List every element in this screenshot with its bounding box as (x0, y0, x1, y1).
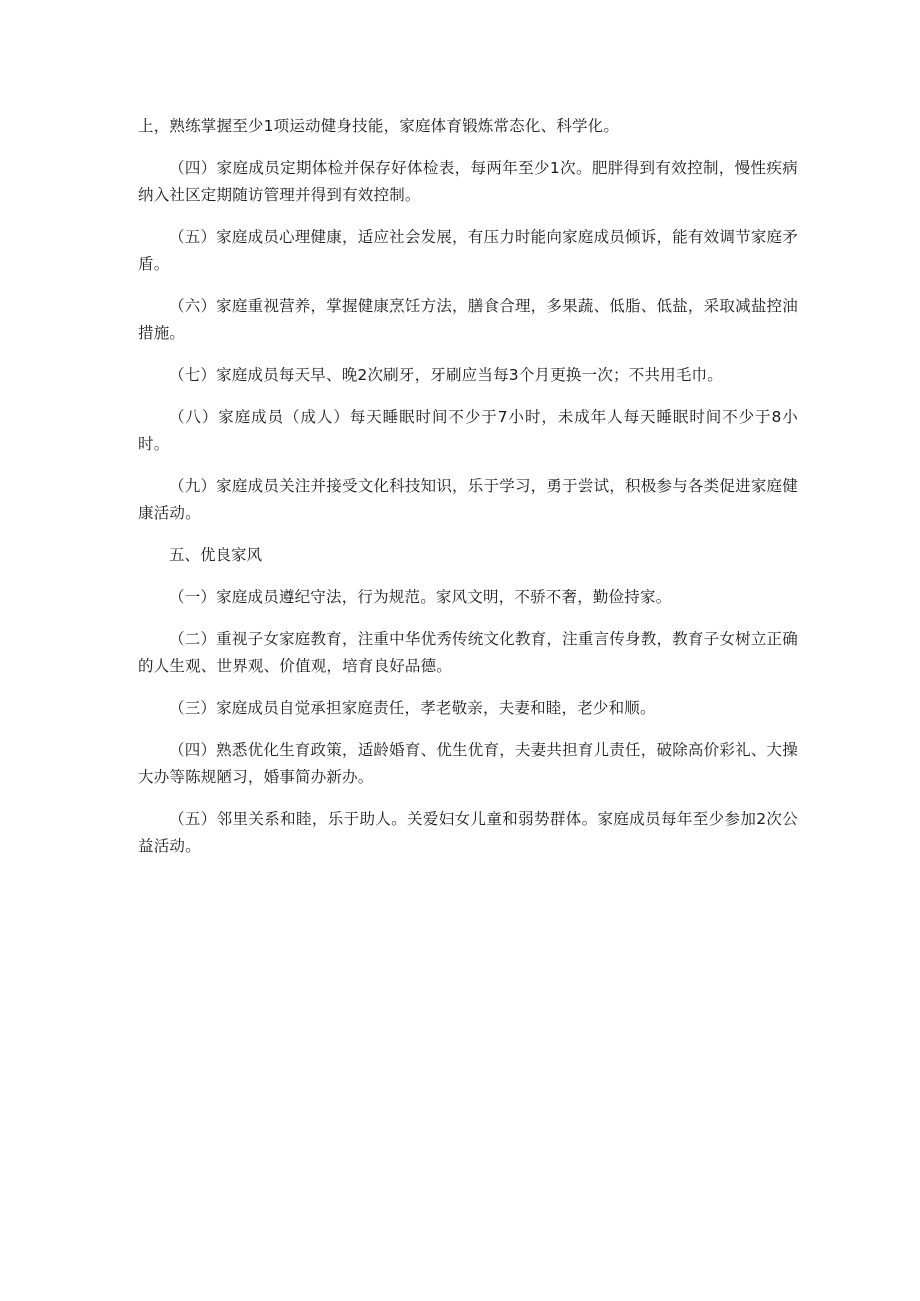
family-style-item-4: （四）熟悉优化生育政策，适龄婚育、优生优育，夫妻共担育儿责任，破除高价彩礼、大操大办等陈规陋习，婚事简办新办。 (138, 741, 798, 786)
paragraph-item-5: （五）家庭成员心理健康，适应社会发展，有压力时能向家庭成员倾诉，能有效调节家庭矛盾。 (138, 228, 798, 273)
paragraph-item-9: （九）家庭成员关注并接受文化科技知识，乐于学习，勇于尝试，积极参与各类促进家庭健康活动。 (138, 477, 798, 522)
family-style-item-3: （三）家庭成员自觉承担家庭责任，孝老敬亲，夫妻和睦，老少和顺。 (169, 699, 656, 717)
paragraph-item-4: （四）家庭成员定期体检并保存好体检表，每两年至少1次。肥胖得到有效控制，慢性疾病纳入社区定期随访管理并得到有效控制。 (138, 159, 798, 204)
family-style-item-1: （一）家庭成员遵纪守法，行为规范。家风文明，不骄不奢，勤俭持家。 (169, 588, 672, 606)
paragraph-item-6: （六）家庭重视营养，掌握健康烹饪方法，膳食合理，多果蔬、低脂、低盐，采取减盐控油措施。 (138, 297, 798, 342)
family-style-item-5: （五）邻里关系和睦，乐于助人。关爱妇女儿童和弱势群体。家庭成员每年至少参加2次公益活动。 (138, 810, 798, 855)
paragraph-continuation: 上，熟练掌握至少1项运动健身技能，家庭体育锻炼常态化、科学化。 (138, 117, 620, 135)
section-heading: 五、优良家风 (169, 546, 263, 564)
family-style-item-2: （二）重视子女家庭教育，注重中华优秀传统文化教育，注重言传身教，教育子女树立正确的人生观、世界观、价值观，培育良好品德。 (138, 630, 798, 675)
document-body (138, 113, 798, 875)
paragraph-item-7: （七）家庭成员每天早、晚2次刷牙，牙刷应当每3个月更换一次；不共用毛巾。 (169, 366, 723, 384)
paragraph-item-8: （八）家庭成员（成人）每天睡眠时间不少于7小时，未成年人每天睡眠时间不少于8小时。 (138, 408, 798, 453)
